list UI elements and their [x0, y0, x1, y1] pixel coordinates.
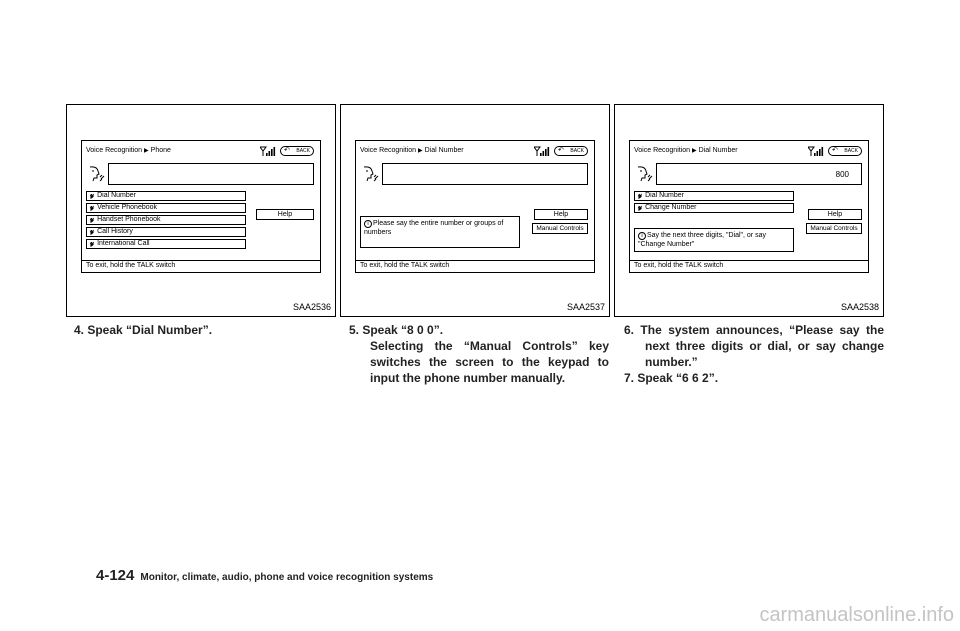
screen-title: Voice Recognition ▶ Dial Number: [634, 147, 738, 154]
screen-2: [355, 140, 595, 273]
menu-item-change-number[interactable]: 𝓎 Change Number: [634, 203, 794, 213]
step-6-7: [624, 322, 884, 386]
microphone-icon: 𝓎: [90, 240, 95, 247]
screen-title: Voice Recognition ▶ Phone: [86, 147, 171, 154]
microphone-icon: 𝓎: [90, 204, 95, 211]
voice-input-field: [656, 163, 862, 185]
microphone-icon: 𝓎: [90, 192, 95, 199]
step-5-body-line: switches the screen to the keypad to: [370, 355, 609, 369]
screen-title: Voice Recognition ▶ Dial Number: [360, 147, 464, 154]
screen-3: [629, 140, 869, 273]
menu-item-international-call[interactable]: 𝓎 International Call: [86, 239, 246, 249]
voice-recognition-icon: [635, 165, 653, 183]
menu-item-handset-phonebook[interactable]: 𝓎 Handset Phonebook: [86, 215, 246, 225]
triangle-right-icon: ▶: [692, 148, 697, 154]
back-icon: ↶: [558, 147, 564, 154]
help-button[interactable]: Help: [534, 209, 588, 220]
figure-3: [614, 104, 884, 317]
page-number: 4-124: [96, 567, 135, 584]
signal-strength-icon: [808, 146, 824, 157]
prompt-message: i Please say the entire number or groups of numbers: [360, 216, 520, 248]
title-bar: [634, 146, 864, 158]
step-4: 4. Speak “Dial Number”.: [74, 323, 213, 337]
back-button[interactable]: ↶ BACK: [554, 146, 588, 156]
manual-controls-button[interactable]: Manual Controls: [532, 223, 588, 234]
screen-1: [81, 140, 321, 273]
microphone-icon: 𝓎: [638, 204, 643, 211]
back-button[interactable]: ↶ BACK: [828, 146, 862, 156]
prompt-message: i Say the next three digits, "Dial", or say "Change Number": [634, 228, 794, 252]
dialed-number: 800: [835, 170, 849, 179]
step-6-line: number.”: [645, 355, 698, 369]
help-button[interactable]: Help: [808, 209, 862, 220]
figure-code: SAA2537: [566, 302, 605, 312]
manual-controls-button[interactable]: Manual Controls: [806, 223, 862, 234]
step-5-body-line: Selecting the “Manual Controls” key: [370, 339, 609, 353]
menu-item-dial-number[interactable]: 𝓎 Dial Number: [86, 191, 246, 201]
step-7: 7. Speak “6 6 2”.: [624, 371, 719, 385]
section-title: Monitor, climate, audio, phone and voice recognition systems: [140, 572, 434, 583]
screen-footer: To exit, hold the TALK switch: [356, 260, 594, 272]
title-bar: [86, 146, 316, 158]
voice-recognition-icon: [361, 165, 379, 183]
screen-footer: To exit, hold the TALK switch: [82, 260, 320, 272]
menu-item-dial-number[interactable]: 𝓎 Dial Number: [634, 191, 794, 201]
voice-recognition-icon: [87, 165, 105, 183]
step-5-body-line: input the phone number manually.: [370, 371, 566, 385]
back-icon: ↶: [832, 147, 838, 154]
step-6-line: 6. The system announces, “Please say the: [624, 323, 884, 337]
voice-input-field: [108, 163, 314, 185]
screen-footer: To exit, hold the TALK switch: [630, 260, 868, 272]
voice-input-field: [382, 163, 588, 185]
menu-item-vehicle-phonebook[interactable]: 𝓎 Vehicle Phonebook: [86, 203, 246, 213]
figure-2: [340, 104, 610, 317]
info-icon: i: [364, 220, 372, 228]
triangle-right-icon: ▶: [418, 148, 423, 154]
info-icon: i: [638, 232, 646, 240]
triangle-right-icon: ▶: [144, 148, 149, 154]
step-6-line: next three digits or dial, or say change: [645, 339, 884, 353]
help-button[interactable]: Help: [256, 209, 314, 220]
figure-code: SAA2538: [840, 302, 879, 312]
watermark: carmanualsonline.info: [759, 604, 954, 626]
step-5: 5. Speak “8 0 0”. Selecting the “Manual Controls” key switches the screen to the keypad to input the phone number manually.: [349, 323, 609, 385]
microphone-icon: 𝓎: [90, 228, 95, 235]
microphone-icon: 𝓎: [90, 216, 95, 223]
microphone-icon: 𝓎: [638, 192, 643, 199]
signal-strength-icon: [260, 146, 276, 157]
back-button[interactable]: ↶ BACK: [280, 146, 314, 156]
menu-item-call-history[interactable]: 𝓎 Call History: [86, 227, 246, 237]
title-bar: [360, 146, 590, 158]
back-icon: ↶: [284, 147, 290, 154]
figure-1: [66, 104, 336, 317]
page-footer: [96, 567, 433, 585]
signal-strength-icon: [534, 146, 550, 157]
figure-code: SAA2536: [292, 302, 331, 312]
